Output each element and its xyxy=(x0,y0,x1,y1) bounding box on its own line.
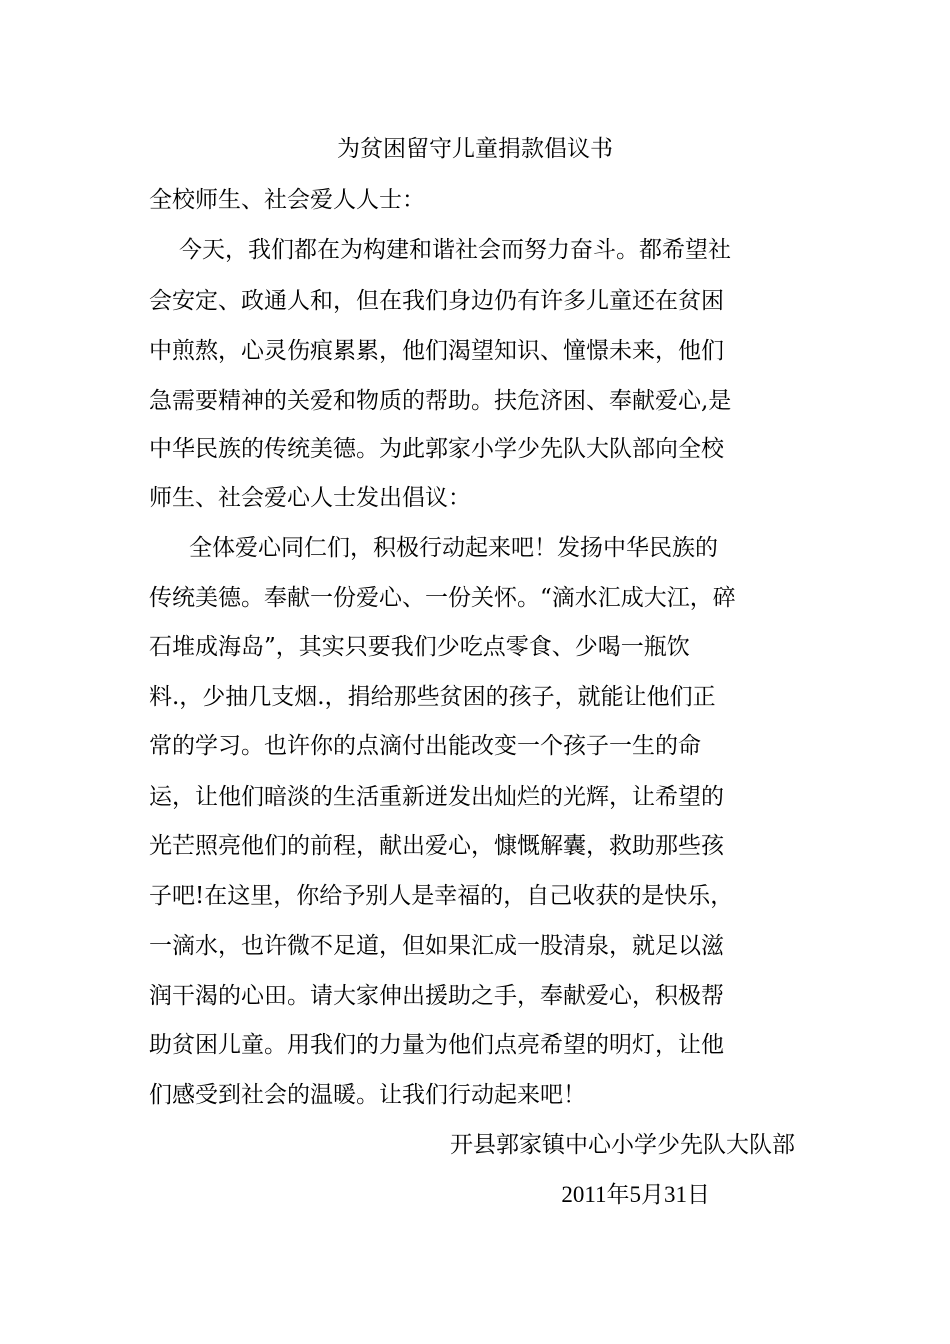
paragraph-line: 润干渴的心田。请大家伸出援助之手，奉献爱心，积极帮 xyxy=(149,983,724,1009)
paragraph-line: 一滴水，也许微不足道，但如果汇成一股清泉，就足以滋 xyxy=(149,933,724,959)
paragraph-line: 急需要精神的关爱和物质的帮助。扶危济困、奉献爱心,是 xyxy=(149,388,732,414)
paragraph-line: 传统美德。奉献一份爱心、一份关怀。“滴水汇成大江，碎 xyxy=(149,585,736,611)
paragraph-line: 料.，少抽几支烟.，捐给那些贫困的孩子，就能让他们正 xyxy=(149,684,716,710)
paragraph-line: 会安定、政通人和，但在我们身边仍有许多儿童还在贫困 xyxy=(149,288,724,314)
paragraph-line: 全体爱心同仁们，积极行动起来吧！发扬中华民族的 xyxy=(189,535,718,561)
paragraph-line: 中华民族的传统美德。为此郭家小学少先队大队部向全校 xyxy=(149,436,724,462)
date: 2011年5月31日 xyxy=(561,1182,710,1207)
paragraph-line: 今天，我们都在为构建和谐社会而努力奋斗。都希望社 xyxy=(179,237,731,263)
signature: 开县郭家镇中心小学少先队大队部 xyxy=(450,1132,795,1158)
paragraph-line: 们感受到社会的温暖。让我们行动起来吧！ xyxy=(149,1082,586,1108)
paragraph-line: 运，让他们暗淡的生活重新迸发出灿烂的光辉，让希望的 xyxy=(149,784,724,810)
paragraph-line: 石堆成海岛”，其实只要我们少吃点零食、少喝一瓶饮 xyxy=(149,634,690,660)
paragraph-line: 子吧!在这里，你给予别人是幸福的，自己收获的是快乐， xyxy=(149,883,734,909)
paragraph-line: 光芒照亮他们的前程，献出爱心，慷慨解囊，救助那些孩 xyxy=(149,833,724,859)
paragraph-line: 常的学习。也许你的点滴付出能改变一个孩子一生的命 xyxy=(149,733,701,759)
salutation: 全校师生、社会爱人人士： xyxy=(149,187,425,213)
paragraph-line: 中煎熬，心灵伤痕累累，他们渴望知识、憧憬未来，他们 xyxy=(149,338,724,364)
document-title: 为贫困留守儿童捐款倡议书 xyxy=(337,136,613,162)
paragraph-line: 师生、社会爱心人士发出倡议： xyxy=(149,485,471,511)
paragraph-line: 助贫困儿童。用我们的力量为他们点亮希望的明灯，让他 xyxy=(149,1032,724,1058)
